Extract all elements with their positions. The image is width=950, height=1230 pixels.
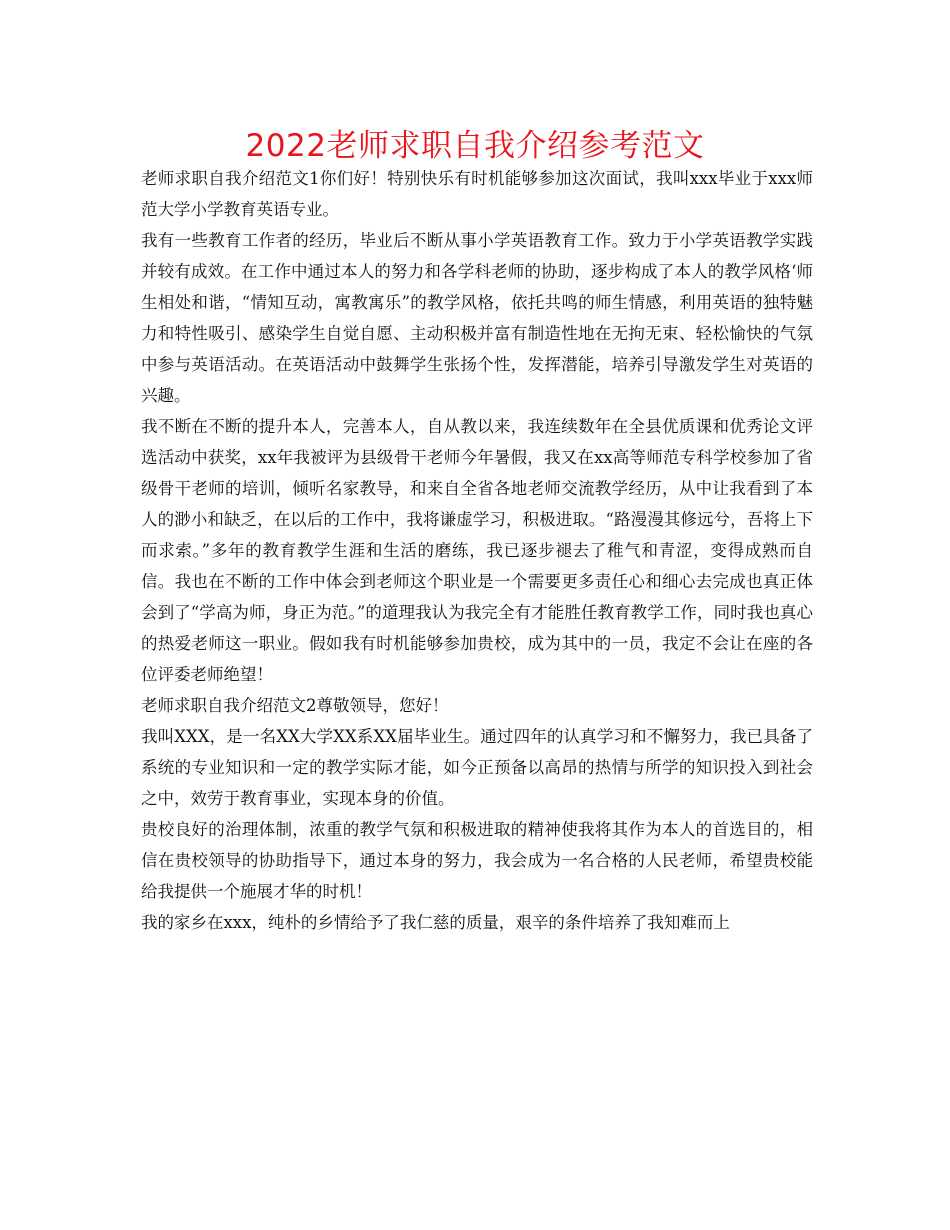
paragraph-7: 我的家乡在xxx，纯朴的乡情给予了我仁慈的质量，艰辛的条件培养了我知难而上 [141,913,730,932]
paragraph-2: 我有一些教育工作者的经历，毕业后不断从事小学英语教育工作。致力于小学英语教学实践并较有成效。在工作中通过本人的努力和各学科老师的协助，逐步构成了本人的教学风格‘师生相处和谐，“情知互动，寓教寓乐”的教学风格，依托共鸣的师生情感，利用英语的独特魅力和特性吸引、感染学生自觉自愿、主动积极并富有制造性地在无拘无束、轻松愉快的气氛中参与英语活动。在英语活动中鼓舞学生张扬个性，发挥潜能，培养引导激发学生对英语的兴趣。 [141,231,813,405]
paragraph-3: 我不断在不断的提升本人，完善本人，自从教以来，我连续数年在全县优质课和优秀论文评选活动中获奖，xx年我被评为县级骨干老师今年暑假，我又在xx高等师范专科学校参加了省级骨干老师的培训，倾听名家教导，和来自全省各地老师交流教学经历，从中让我看到了本人的渺小和缺乏，在以后的工作中，我将谦虚学习，积极进取。“路漫漫其修远兮，吾将上下而求索。”多年的教育教学生涯和生活的磨练，我已逐步褪去了稚气和青涩，变得成熟而自信。我也在不断的工作中体会到老师这个职业是一个需要更多责任心和细心去完成也真正体会到了“学高为师，身正为范。”的道理我认为我完全有才能胜任教育教学工作，同时我也真心的热爱老师这一职业。假如我有时机能够参加贵校，成为其中的一员，我定不会让在座的各位评委老师绝望！ [141,417,813,684]
document-title: 2022老师求职自我介绍参考范文 [245,128,705,164]
paragraph-5: 我叫XXX，是一名XX大学XX系XX届毕业生。通过四年的认真学习和不懈努力，我已具备了系统的专业知识和一定的教学实际才能，如今正预备以高昂的热情与所学的知识投入到社会之中，效劳于教育事业，实现本身的价值。 [141,727,813,808]
paragraph-4: 老师求职自我介绍范文2尊敬领导，您好！ [141,696,449,715]
paragraph-1: 老师求职自我介绍范文1你们好！特别快乐有时机能够参加这次面试，我叫xxx毕业于xxx师范大学小学教育英语专业。 [141,169,813,219]
document-body [141,163,813,938]
paragraph-6: 贵校良好的治理体制，浓重的教学气氛和积极进取的精神使我将其作为本人的首选目的，相信在贵校领导的协助指导下，通过本身的努力，我会成为一名合格的人民老师，希望贵校能给我提供一个施展才华的时机！ [141,820,813,901]
